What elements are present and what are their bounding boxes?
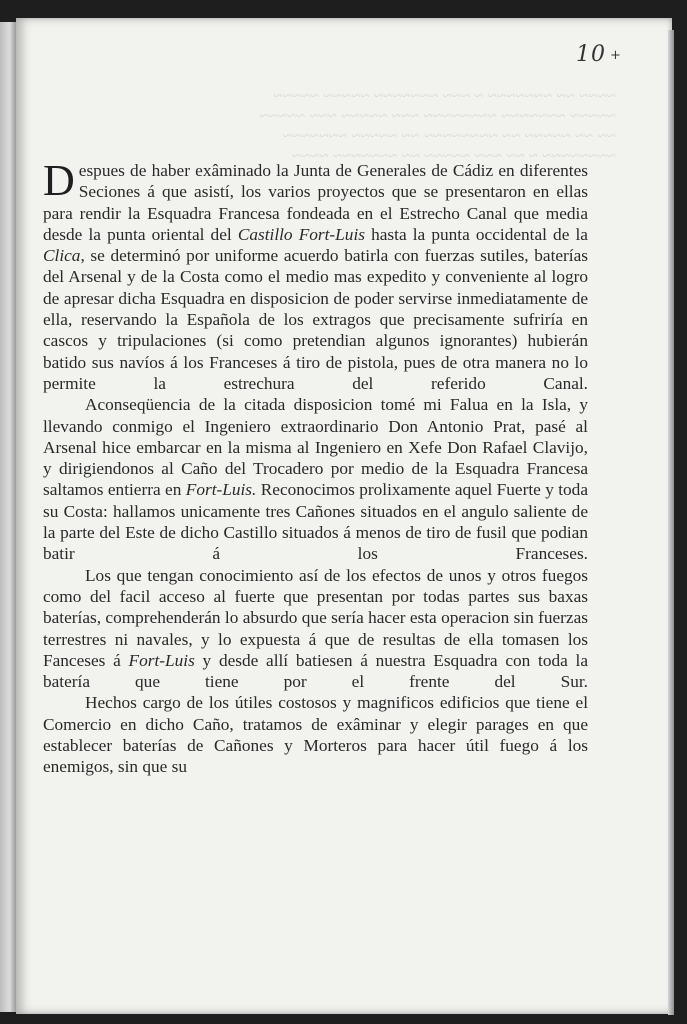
paragraph-3-italic-fort-luis: Fort-Luis [128,650,195,670]
paragraph-4 [43,692,588,777]
paragraph-2-lead: Aconseqüencia de la citada disposicion tomé mi Falua en la Isla, y llevando conmigo el Ingeniero extraordinario Don Antonio Prat, pasé al Arsenal hice embarcar en la misma al Ingeniero en Xefe Don Rafael Clavijo, y dirigiendonos al Caño del Trocadero por medio de la Esquadra Francesa saltamos entierra en [43,395,588,500]
body-text [43,156,588,778]
folio-number-text: 10 [576,42,606,67]
paragraph-3-tail: y desde allí batiesen á nuestra Esquadra con toda la batería que tiene por el frente del Sur. [43,650,588,692]
paragraph-2-tail: Reconocimos prolixamente aquel Fuerte y toda su Costa: hallamos unicamente tres Cañones situados en el angulo saliente de la parte del Este de dicho Castillo situados á menos de tiro de fusil que podian batir á los Franceses. [43,480,588,564]
paragraph-1-italic-clica: Clica [43,246,81,266]
previous-page-edge [0,22,16,1012]
paragraph-1-lead: espues de haber exâminado la Junta de Generales de Cádiz en diferentes Seciones á que asistí, los varios proyectos que se presentaron en ellas para rendir la Esquadra Francesa fondeada en el Estrecho Canal que media desde la punta oriental del [43,161,588,244]
show-through-text: ~~~~ ~~ ~~~~~~~ ~ ~~~ ~~~~~~~ ~~~~~ ~~~~~ ~~~~~ ~~~~~~~ ~~~~~~~~ ~~~ ~~~~~ ~~~ ~~~~~ ~~ ~~ ~~~~~ ~~ ~~~~~~~~ ~~ ~~~~~ ~~~~~~~ ~~~~~~~~ ~ ~~ ~~~ ~~~~~ ~~ ~~~~~~~ ~~~~ [259,86,616,165]
folio-mark: + [610,47,622,63]
folio-number [576,42,622,67]
paragraph-1-tail: , se determinó por uniforme acuerdo batirla con fuerzas sutiles, baterías del Arsenal y de la Costa como el medio mas expedito y conveniente al logro de apresar dicha Esquadra en disposicion de poder servirse inmediatamente de ella, reservando la Española de los extragos que precisamente sufriría en cascos y tripulaciones (si como pretendian algunos ignorantes) hubierán batido sus navíos á los Franceses á tiro de pistola, pues de otra manera no lo permite la estrechura del referido Canal. [43,246,588,393]
paragraph-1-italic-castillo: Castillo Fort-Luis [237,224,365,244]
paragraph-4-lead: Hechos cargo de los útiles costosos y magnificos edificios que tiene el Comercio en dicho Caño, tratamos de exâminar y elegir parages en que establecer baterías de Cañones y Morteros para hacer útil fuego á los enemigos, sin que su [43,693,588,777]
paragraph-3-lead: Los que tengan conocimiento así de los efectos de unos y otros fuegos como del facil acceso al fuerte que presentan por todas partes sus baxas baterías, comprehenderán lo absurdo que sería hacer esta operacion sin fuerzas terrestres ni navales, y lo expuesta á que de resultas de ella tomasen los Fanceses á [43,565,588,670]
drop-cap: D [43,156,75,205]
page-right-edge [668,30,674,1015]
paragraph-2-italic-fort-luis: Fort-Luis. [185,480,257,500]
paragraph-2 [43,394,588,564]
paragraph-3 [43,565,588,693]
paragraph-1 [43,156,588,394]
paragraph-1-mid: hasta la punta occidental de la [364,224,588,244]
